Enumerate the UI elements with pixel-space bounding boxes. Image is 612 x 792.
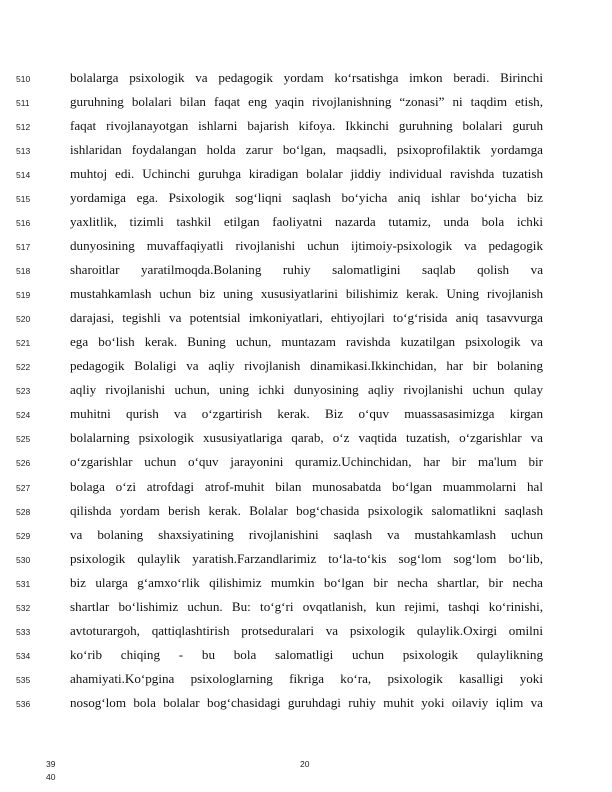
text-line [0,668,612,690]
line-number: 515 [16,194,31,205]
line-text: va bolaning shaxsiyatining rivojlanishini saqlash va mustahkamlash uchun [70,526,543,542]
line-number: 518 [16,266,31,277]
line-number: 519 [16,290,31,301]
text-line [0,283,612,305]
line-text: faqat rivojlanayotgan ishlarni bajarish kifoya. Ikkinchi guruhning bolalari guruh [70,118,543,134]
line-number: 527 [16,482,31,493]
line-text: qilishda yordam berish kerak. Bolalar bog‘chasida psixologik salomatlikni saqlash [70,502,543,518]
text-line [0,548,612,570]
line-number: 528 [16,506,31,517]
line-number: 513 [16,146,31,157]
text-line [0,307,612,329]
line-text: yordamiga ega. Psixologik sog‘liqni saqlash bo‘yicha aniq ishlar bo‘yicha biz [70,190,543,206]
text-line [0,379,612,401]
line-number: 512 [16,122,31,133]
line-number: 531 [16,578,31,589]
text-line [0,596,612,618]
line-text: bolalarga psixologik va pedagogik yordam ko‘rsatishga imkon beradi. Birinchi [70,70,543,85]
text-line [0,235,612,257]
line-text: muhitni qurish va o‘zgartirish kerak. Biz o‘quv muassasasimizga kirgan [70,406,543,422]
text-line [0,187,612,209]
line-number: 536 [16,698,31,709]
text-line [0,115,612,137]
text-line [0,67,612,89]
line-number: 520 [16,314,31,325]
line-number: 534 [16,650,31,661]
line-number: 530 [16,554,31,565]
text-line [0,524,612,546]
page-number: 20 [300,759,310,769]
text-line [0,91,612,113]
line-number: 514 [16,170,31,181]
footer-line-number-39: 39 [46,759,56,769]
text-line [0,259,612,281]
line-text: psixologik qulaylik yaratish.Farzandlarimiz to‘la-to‘kis sog‘lom sog‘lom bo‘lib, [70,550,543,566]
text-line [0,355,612,377]
text-line [0,211,612,233]
line-text: shartlar bo‘lishimiz uchun. Bu: to‘g‘ri ovqatlanish, kun rejimi, tashqi ko‘rinishi, [70,598,543,614]
text-line [0,451,612,473]
line-number: 525 [16,434,31,445]
line-number: 522 [16,362,31,373]
line-number: 526 [16,458,31,469]
line-text: ega bo‘lish kerak. Buning uchun, muntazam ravishda kuzatilgan psixologik va [70,334,543,350]
text-line [0,163,612,185]
line-text: ishlaridan foydalangan holda zarur bo‘lgan, maqsadli, psixoprofilaktik yordamga [70,142,543,158]
line-number: 523 [16,386,31,397]
text-line [0,692,612,714]
line-number: 535 [16,674,31,685]
line-text: bolaga o‘zi atrofdagi atrof-muhit bilan munosabatda bo‘lgan muammolarni hal [70,478,543,494]
text-line [0,572,612,594]
text-line [0,403,612,425]
text-line [0,476,612,498]
text-line [0,500,612,522]
text-line [0,331,612,353]
line-number: 517 [16,242,31,253]
text-line [0,427,612,449]
line-text: avtoturargoh, qattiqlashtirish protseduralari va psixologik qulaylik.Oxirgi omilni [70,622,543,638]
line-text: darajasi, tegishli va potentsial imkoniyatlari, ehtiyojlari to‘g‘risida aniq tasavvurga [70,310,543,326]
text-line [0,139,612,161]
line-text: pedagogik Bolaligi va aqliy rivojlanish dinamikasi.Ikkinchidan, har bir bolaning [70,358,543,374]
line-number: 532 [16,602,31,613]
line-text: dunyosining muvaffaqiyatli rivojlanishi uchun ijtimoiy-psixologik va pedagogik [70,238,543,254]
line-text: guruhning bolalari bilan faqat eng yaqin rivojlanishning “zonasi” ni taqdim etish, [70,94,543,110]
line-text: sharoitlar yaratilmoqda.Bolaning ruhiy salomatligini saqlab qolish va [70,262,543,278]
line-text: aqliy rivojlanishi uchun, uning ichki dunyosining aqliy rivojlanishi uchun qulay [70,382,543,398]
line-text: bolalarning psixologik xususiyatlariga qarab, o‘z vaqtida tuzatish, o‘zgarishlar va [70,430,543,446]
text-line [0,620,612,642]
line-text: ahamiyati.Ko‘pgina psixologlarning fikriga ko‘ra, psixologik kasalligi yoki [70,670,543,686]
line-text: biz ularga g‘amxo‘rlik qilishimiz mumkin bo‘lgan bir necha shartlar, bir necha [70,574,543,590]
line-number: 510 [16,74,31,84]
line-number: 533 [16,626,31,637]
line-text: o‘zgarishlar uchun o‘quv jarayonini quramiz.Uchinchidan, har bir ma'lum bir [70,454,543,470]
line-number: 511 [16,98,30,109]
line-text: ko‘rib chiqing - bu bola salomatligi uchun psixologik qulaylikning [70,646,543,662]
text-line [0,644,612,666]
line-number: 524 [16,410,31,421]
line-text: yaxlitlik, tizimli tashkil etilgan faoliyatni nazarda tutamiz, unda bola ichki [70,214,543,230]
line-text: nosog‘lom bola bolalar bog‘chasidagi guruhdagi ruhiy muhit yoki oilaviy iqlim va [70,694,543,710]
line-number: 529 [16,530,31,541]
line-number: 521 [16,338,31,349]
footer-line-number-40: 40 [46,772,56,782]
line-number: 516 [16,218,31,229]
line-text: mustahkamlash uchun biz uning xususiyatlarini bilishimiz kerak. Uning rivojlanish [70,286,543,302]
line-text: muhtoj edi. Uchinchi guruhga kiradigan bolalar jiddiy individual ravishda tuzatish [70,166,543,182]
